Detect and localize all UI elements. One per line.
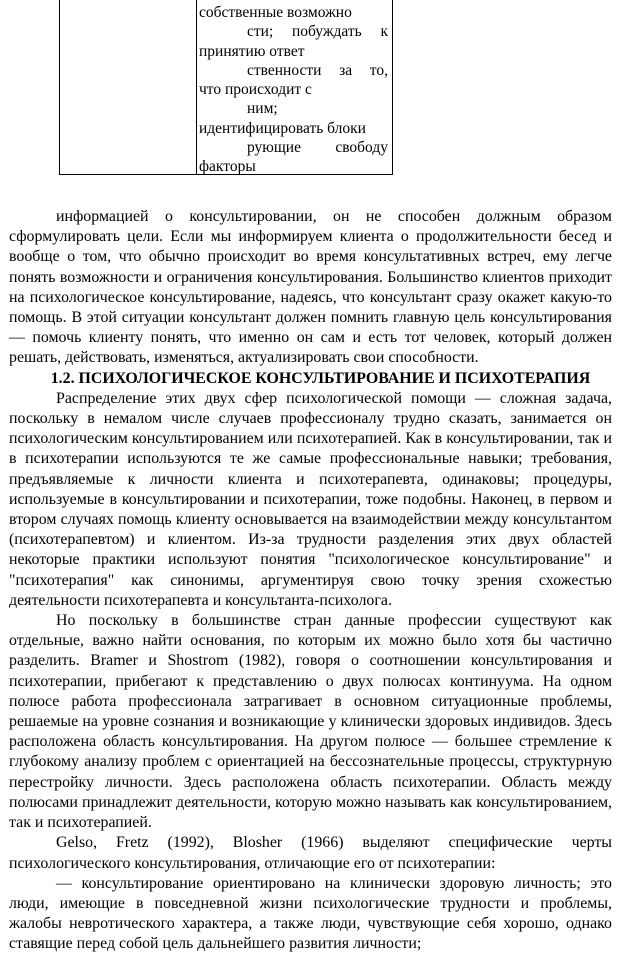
table-cell-line: ним; <box>247 100 278 118</box>
section-heading: 1.2. ПСИХОЛОГИЧЕСКОЕ КОНСУЛЬТИРОВАНИЕ И ПСИХОТЕРАПИЯ <box>50 369 591 387</box>
body-text <box>9 207 612 955</box>
paragraph: Gelso, Fretz (1992), Blosher (1966) выделяют специфические черты психологического консультирования, отличающие его от психотерапии: <box>9 834 612 872</box>
word: рующие <box>247 139 301 157</box>
word: ственности <box>247 61 322 79</box>
paragraph: Но поскольку в большинстве стран данные профессии существуют как отдельные, важно найти основания, по которым их можно было хотя бы частично разделить. Bramer и Shostrom (1982), говоря о соотношении консультирования и психотерапии, прибегают к представлению о двух полюсах континуума. На одном полюсе работа профессионала затрагивает в основном ситуационные проблемы, решаемые на уровне сознания и возникающие у клинически здоровых индивидов. Здесь расположена область консультирования. На другом полюсе — большее стремление к глубокому анализу проблем с ориентацией на бессознательные процессы, структурную перестройку личности. Здесь расположена область психотерапии. Область между полюсами принадлежит деятельности, которую можно называть как консультированием, так и психотерапией. <box>9 612 612 832</box>
table-cell-line: идентифицировать блоки <box>199 119 366 137</box>
table-cell-line <box>199 22 388 41</box>
word: то, <box>369 61 388 79</box>
table-cell-line: принятию ответ <box>199 42 305 60</box>
table-fragment <box>59 0 393 175</box>
table-cell-line: что происходит с <box>199 81 312 99</box>
table-column-divider <box>196 0 197 174</box>
word: сти; <box>247 23 274 41</box>
paragraph: — консультирование ориентировано на клинически здоровую личность; это люди, имеющие в повседневной жизни психологические трудности и проблемы, жалобы невротического характера, а также люди, чувствующие себя хорошо, однако ставящие перед собой цель дальнейшего развития личности; <box>9 874 612 953</box>
table-cell <box>199 3 388 177</box>
word: свободу <box>335 139 388 157</box>
table-cell-line <box>199 138 388 157</box>
paragraph: информацией о консультировании, он не способен должным образом сформулировать цели. Если мы информируем клиента о продолжительности бесед и вообще о том, что обычно происходит во время консультативных встреч, ему легче понять возможности и ограничения консультирования. Большинство клиентов приходит на психологическое консультирование, надеясь, что консультант сразу окажет какую-то помощь. В этой ситуации консультант должен помнить главную цель консультирования — помочь клиенту понять, что именно он сам и есть тот человек, который должен решать, действовать, изменяться, актуализировать свои способности. <box>9 208 612 367</box>
word: побуждать <box>291 23 362 41</box>
table-cell-line <box>199 61 388 80</box>
table-cell-line: собственные возможно <box>199 4 352 21</box>
table-cell-line: факторы <box>199 158 256 176</box>
paragraph: Распределение этих двух сфер психологической помощи — сложная задача, поскольку в немалом числе случаев профессионалу трудно сказать, занимается он психологическим консультированием или психотерапией. Как в консультировании, так и в психотерапии используются те же самые профессиональные навыки; требования, предъявляемые к личности клиента и психотерапевта, одинаковы; процедуры, используемые в консультировании и психотерапии, тоже подобны. Наконец, в первом и втором случаях помощь клиенту основывается на взаимодействии между консультантом (психотерапевтом) и клиентом. Из-за трудности разделения этих двух областей некоторые практики используют понятия "психологическое консультирование" и "психотерапия" как синонимы, аргументируя свою точку зрения схожестью деятельности психотерапевта и консультанта-психолога. <box>9 389 612 609</box>
word: за <box>339 61 353 79</box>
word: к <box>380 23 388 41</box>
